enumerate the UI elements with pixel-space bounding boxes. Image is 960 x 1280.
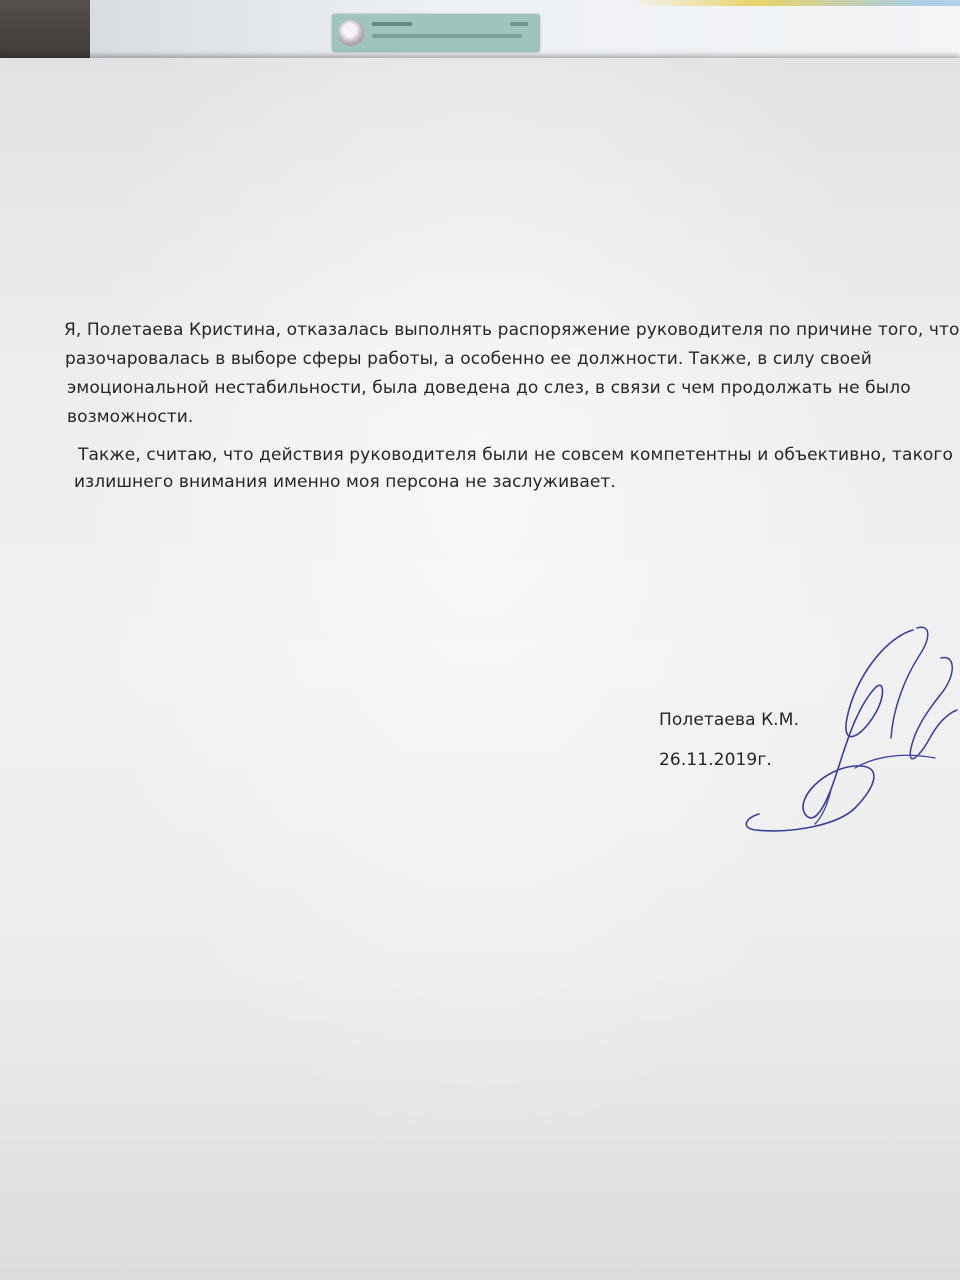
- monitor-accent: [630, 0, 960, 6]
- handwritten-signature: [735, 618, 960, 838]
- paragraph-line: эмоциональной нестабильности, была доведена до слез, в связи с чем продолжать не было: [67, 378, 911, 398]
- signature-date: 26.11.2019г.: [659, 750, 772, 770]
- paragraph-line: излишнего внимания именно моя персона не заслуживает.: [74, 472, 616, 492]
- notification-preview: [372, 34, 522, 38]
- notification-avatar: [338, 20, 364, 46]
- paragraph-explanation: [64, 316, 960, 432]
- signature-name: Полетаева К.М.: [659, 710, 800, 730]
- paragraph-line: Я, Полетаева Кристина, отказалась выполнять распоряжение руководителя по причине того, что: [64, 320, 960, 340]
- chat-notification: [332, 14, 540, 52]
- paragraph-opinion: [74, 442, 953, 496]
- paragraph-line: разочаровалась в выборе сферы работы, а особенно ее должности. Также, в силу своей: [65, 349, 872, 369]
- notification-time: [510, 22, 528, 26]
- paper-sheet: [0, 58, 960, 1280]
- paragraph-line: возможности.: [67, 407, 194, 427]
- paragraph-line: Также, считаю, что действия руководителя были не совсем компетентны и объективно, такого: [78, 445, 953, 465]
- notification-sender: [372, 22, 412, 26]
